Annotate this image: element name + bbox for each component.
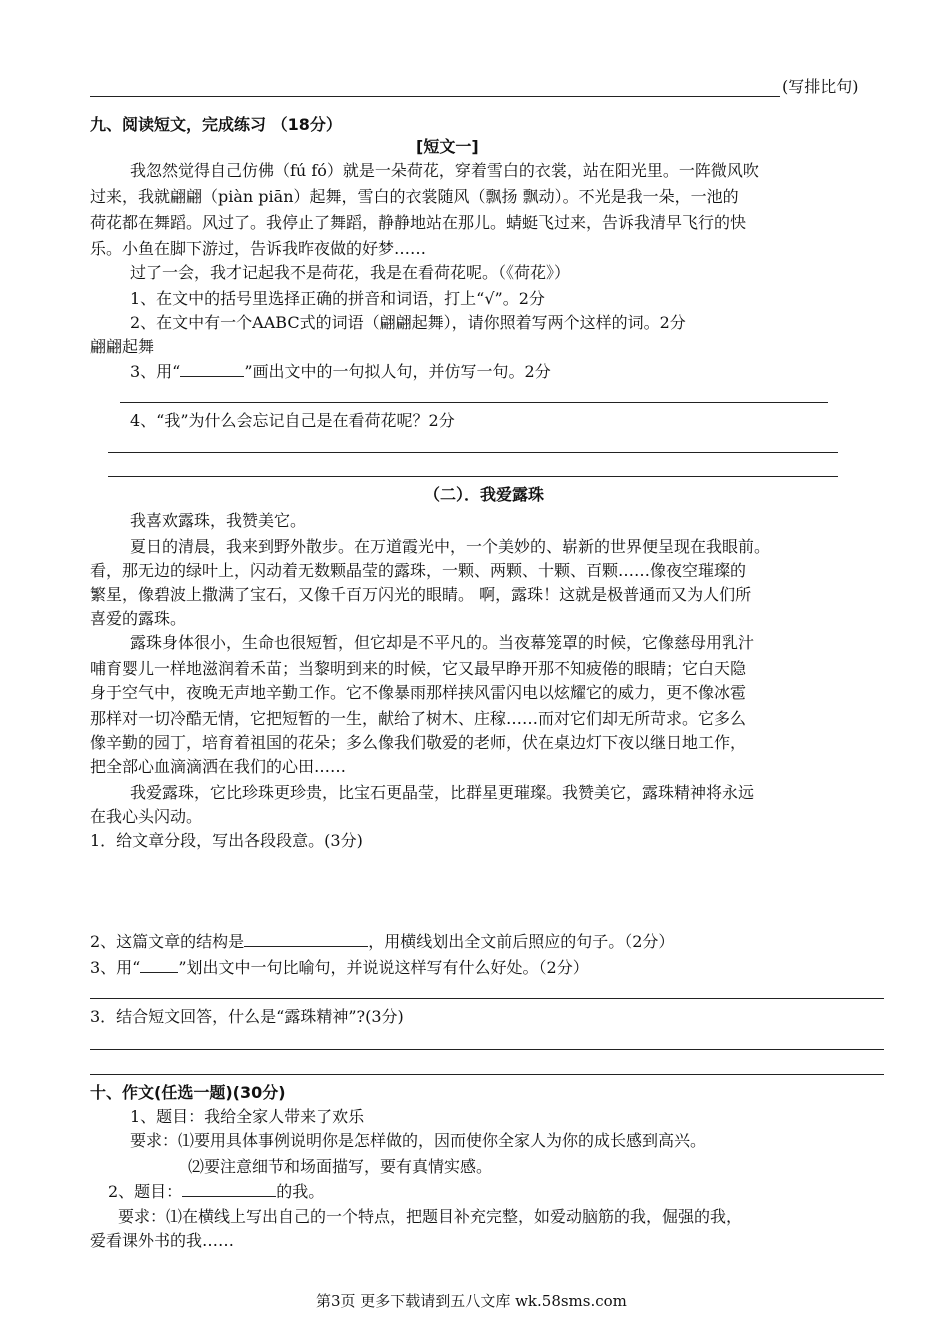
passage-2-line: 我爱露珠，它比珍珠更珍贵，比宝石更晶莹，比群星更璀璨。我赞美它，露珠精神将永远 <box>130 783 755 802</box>
passage-2-line: 看，那无边的绿叶上，闪动着无数颗晶莹的露珠，一颗、两颗、十颗、百颗……像夜空璀璨的 <box>90 561 747 580</box>
answer-line[interactable] <box>90 998 884 999</box>
top-line-note: (写排比句) <box>782 77 859 96</box>
passage-2-line: 喜爱的露珠。 <box>90 609 187 628</box>
passage-2-line: 在我心头闪动。 <box>90 807 203 826</box>
passage-2-line: 露珠身体很小，生命也很短暂，但它却是不平凡的。当夜幕笼罩的时候，它像慈母用乳汁 <box>130 633 755 652</box>
passage-1-question-1: 1、在文中的括号里选择正确的拼音和词语，打上“√”。2分 <box>130 289 545 308</box>
answer-line <box>90 96 780 97</box>
passage-1-line: 我忽然觉得自己仿佛（fú fó）就是一朵荷花，穿着雪白的衣裳，站在阳光里。一阵微风吹 <box>130 161 759 180</box>
passage-1-line: 过了一会，我才记起我不是荷花，我是在看荷花呢。（《荷花》） <box>130 263 571 282</box>
answer-line[interactable] <box>108 476 838 477</box>
passage-1-question-3: 3、用“ ”画出文中的一句拟人句，并仿写一句。2分 <box>130 362 551 381</box>
essay-topic-1: 1、题目：我给全家人带来了欢乐 <box>130 1107 365 1126</box>
passage-2-line: 夏日的清晨，我来到野外散步。在万道霞光中，一个美妙的、崭新的世界便呈现在我眼前。 <box>130 537 771 556</box>
passage-1-line: 过来，我就翩翩（piàn piān）起舞，雪白的衣裳随风（飘扬 飘动）。不光是我一朵，一池的 <box>90 187 739 206</box>
passage-2-line: 那样对一切冷酷无情，它把短暂的一生，献给了树木、庄稼……而对它们却无所苛求。它多么 <box>90 709 747 728</box>
passage-2-question-4: 3．结合短文回答，什么是“露珠精神”?(3分) <box>90 1007 404 1026</box>
answer-line[interactable] <box>90 1049 884 1050</box>
answer-line[interactable] <box>120 402 828 403</box>
answer-line[interactable] <box>108 452 838 453</box>
essay-topic-2-requirement: 要求：⑴在横线上写出自己的一个特点，把题目补充完整，如爱动脑筋的我，倔强的我， <box>118 1207 743 1226</box>
passage-2-question-2: 2、这篇文章的结构是 ，用横线划出全文前后照应的句子。（2分） <box>90 932 675 951</box>
passage-2-line: 我喜欢露珠，我赞美它。 <box>130 511 307 530</box>
passage-1-title: [短文一] <box>416 137 479 156</box>
passage-1-q2-example: 翩翩起舞 <box>90 337 155 356</box>
passage-2-question-1: 1．给文章分段，写出各段段意。(3分) <box>90 831 363 850</box>
essay-topic-2: 2、题目： 的我。 <box>108 1182 325 1201</box>
passage-2-line: 把全部心血滴滴洒在我们的心田…… <box>90 757 347 776</box>
passage-2-line: 哺育婴儿一样地滋润着禾苗；当黎明到来的时候，它又最早睁开那不知疲倦的眼睛；它白天隐 <box>90 659 747 678</box>
passage-2-line: 身于空气中，夜晚无声地辛勤工作。它不像暴雨那样挟风雷闪电以炫耀它的威力，更不像冰雹 <box>90 683 747 702</box>
essay-topic-1-requirement-1: 要求：⑴要用具体事例说明你是怎样做的，因而使你全家人为你的成长感到高兴。 <box>130 1131 707 1150</box>
passage-1-line: 乐。小鱼在脚下游过，告诉我昨夜做的好梦…… <box>90 239 427 258</box>
page-footer: 第3页 更多下载请到五八文库 wk.58sms.com <box>316 1292 627 1310</box>
passage-2-line: 繁星，像碧波上撒满了宝石，又像千百万闪光的眼睛。 啊，露珠！这就是极普通而又为人们所 <box>90 585 752 604</box>
passage-1-line: 荷花都在舞蹈。风过了。我停止了舞蹈，静静地站在那儿。蜻蜓飞过来，告诉我清早飞行的快 <box>90 213 747 232</box>
passage-2-title: （二）．我爱露珠 <box>424 485 545 504</box>
passage-2-line: 像辛勤的园丁，培育着祖国的花朵；多么像我们敬爱的老师，伏在桌边灯下夜以继日地工作， <box>90 733 747 752</box>
section-9-heading: 九、阅读短文，完成练习 （18分） <box>90 115 342 134</box>
passage-2-question-3: 3、用“ ”划出文中一句比喻句，并说说这样写有什么好处。（2分） <box>90 958 589 977</box>
essay-topic-1-requirement-2: ⑵要注意细节和场面描写，要有真情实感。 <box>188 1157 493 1176</box>
passage-1-question-2: 2、在文中有一个AABC式的词语（翩翩起舞），请你照着写两个这样的词。2分 <box>130 313 686 332</box>
section-10-heading: 十、作文(任选一题)(30分) <box>90 1083 286 1102</box>
essay-topic-2-requirement-cont: 爱看课外书的我…… <box>90 1231 235 1250</box>
passage-1-question-4: 4、“我”为什么会忘记自己是在看荷花呢？2分 <box>130 411 455 430</box>
answer-line[interactable] <box>90 1074 884 1075</box>
